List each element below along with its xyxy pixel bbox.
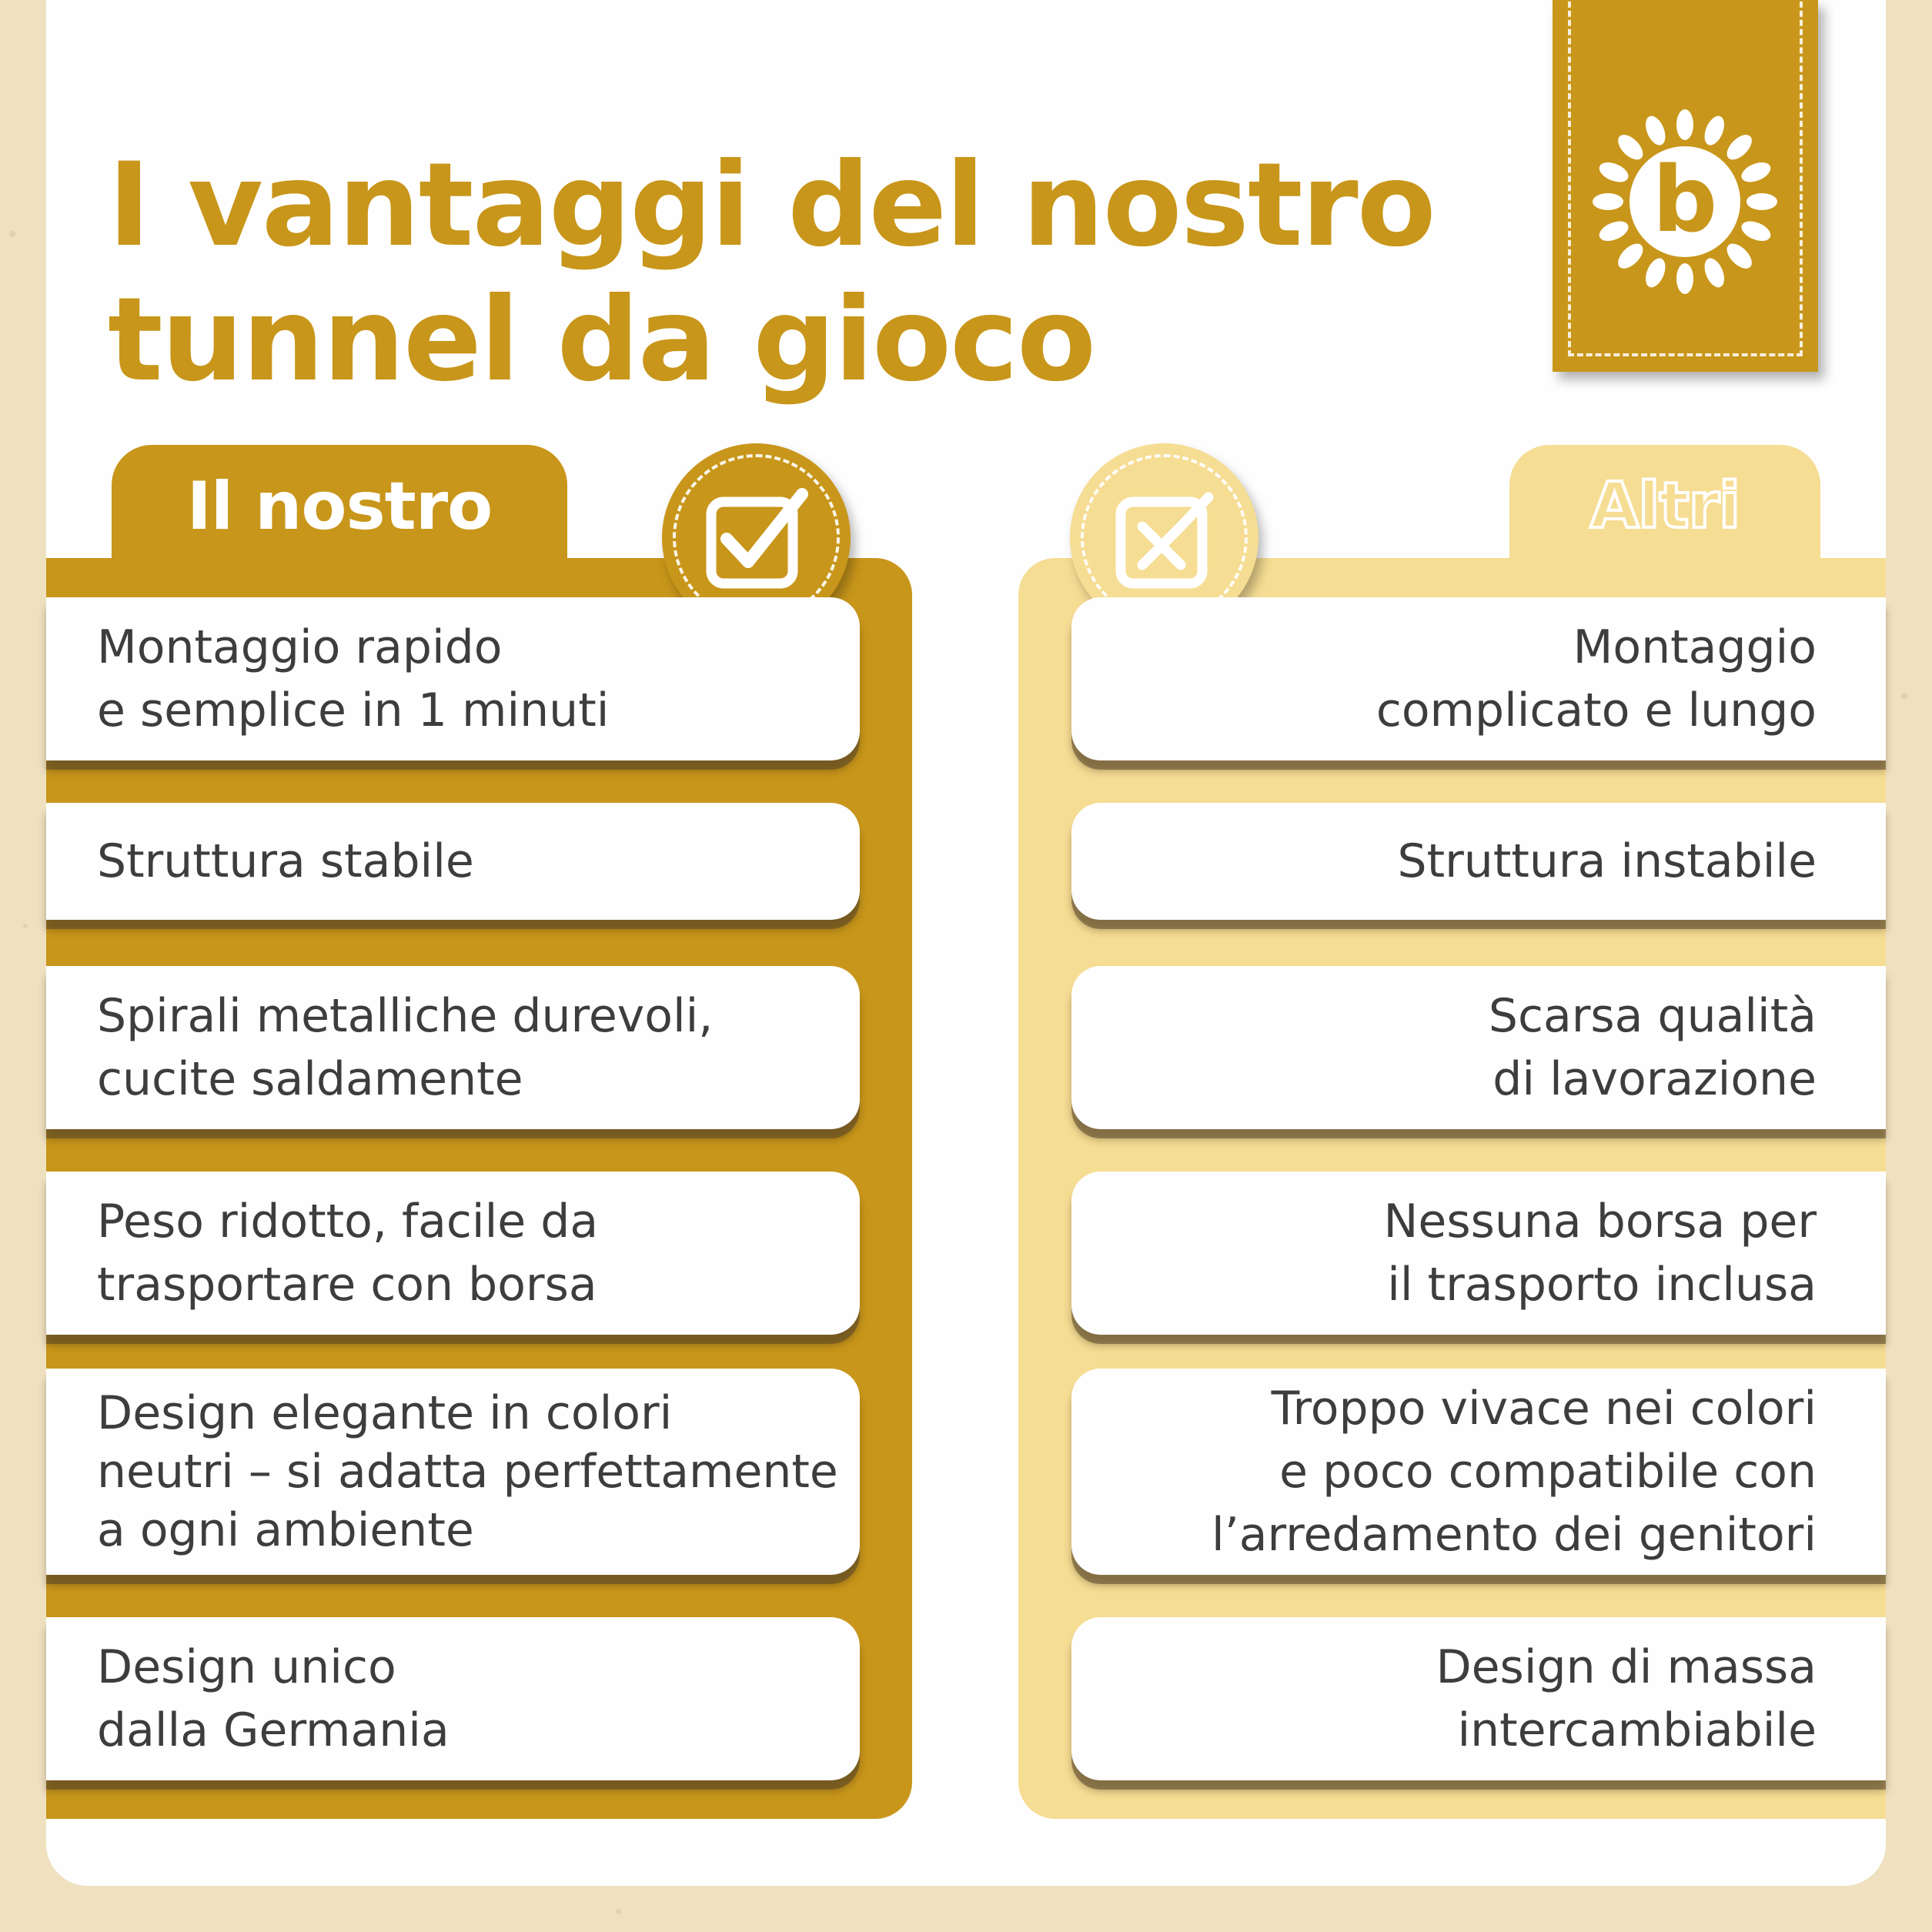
title-line: tunnel da gioco: [108, 273, 1095, 407]
paper-texture-speck: [1901, 693, 1908, 700]
item-text: Spirali metalliche durevoli,: [97, 989, 714, 1043]
ours-header: Il nostro: [112, 445, 567, 568]
ours-item: [46, 803, 860, 920]
item-text: e poco compatibile con: [1279, 1445, 1817, 1499]
item-text: trasportare con borsa: [97, 1258, 597, 1312]
ours-item: [46, 1369, 860, 1575]
ours-item: [46, 1172, 860, 1335]
item-text: neutri – si adatta perfettamente: [97, 1445, 838, 1499]
item-text: a ogni ambiente: [97, 1503, 474, 1557]
checkbox-cross-icon: [1110, 483, 1218, 592]
page-title: [108, 139, 1435, 408]
paper-texture-speck: [23, 924, 28, 928]
ours-item: [46, 966, 860, 1129]
checkbox-check-icon: [702, 483, 811, 592]
others-item: [1071, 1617, 1886, 1780]
title-line: I vantaggi del nostro: [108, 139, 1435, 272]
paper-texture-speck: [616, 1909, 621, 1914]
item-text: dalla Germania: [97, 1703, 450, 1757]
sunflower-logo-icon: [1591, 108, 1780, 296]
item-text: Struttura stabile: [97, 834, 474, 888]
others-item: [1071, 1172, 1886, 1335]
item-text: Design elegante in colori: [97, 1386, 673, 1440]
item-text: complicato e lungo: [1375, 684, 1817, 737]
item-text: Scarsa qualità: [1488, 989, 1817, 1043]
others-item: [1071, 966, 1886, 1129]
item-text: Design unico: [97, 1640, 396, 1694]
item-text: e semplice in 1 minuti: [97, 684, 610, 737]
item-text: l’arredamento dei genitori: [1212, 1508, 1817, 1562]
item-text: Peso ridotto, facile da: [97, 1195, 599, 1248]
others-header-label: Altri: [1589, 470, 1740, 543]
logo-letter: b: [1652, 146, 1718, 252]
ours-item: [46, 1617, 860, 1780]
others-item: [1071, 597, 1886, 760]
item-text: Troppo vivace nei colori: [1271, 1382, 1817, 1436]
item-text: Montaggio rapido: [97, 620, 503, 674]
paper-texture-speck: [9, 231, 15, 237]
item-text: intercambiabile: [1457, 1703, 1817, 1757]
item-text: di lavorazione: [1492, 1052, 1817, 1106]
others-item: [1071, 1369, 1886, 1575]
item-text: Design di massa: [1436, 1640, 1817, 1694]
item-text: cucite saldamente: [97, 1052, 523, 1106]
others-item: [1071, 803, 1886, 920]
item-text: Struttura instabile: [1397, 834, 1817, 888]
item-text: il trasporto inclusa: [1387, 1258, 1817, 1312]
others-header: [1509, 445, 1820, 568]
brand-badge: [1553, 0, 1818, 372]
item-text: Nessuna borsa per: [1383, 1195, 1817, 1248]
item-text: Montaggio: [1573, 620, 1817, 674]
ours-item: [46, 597, 860, 760]
